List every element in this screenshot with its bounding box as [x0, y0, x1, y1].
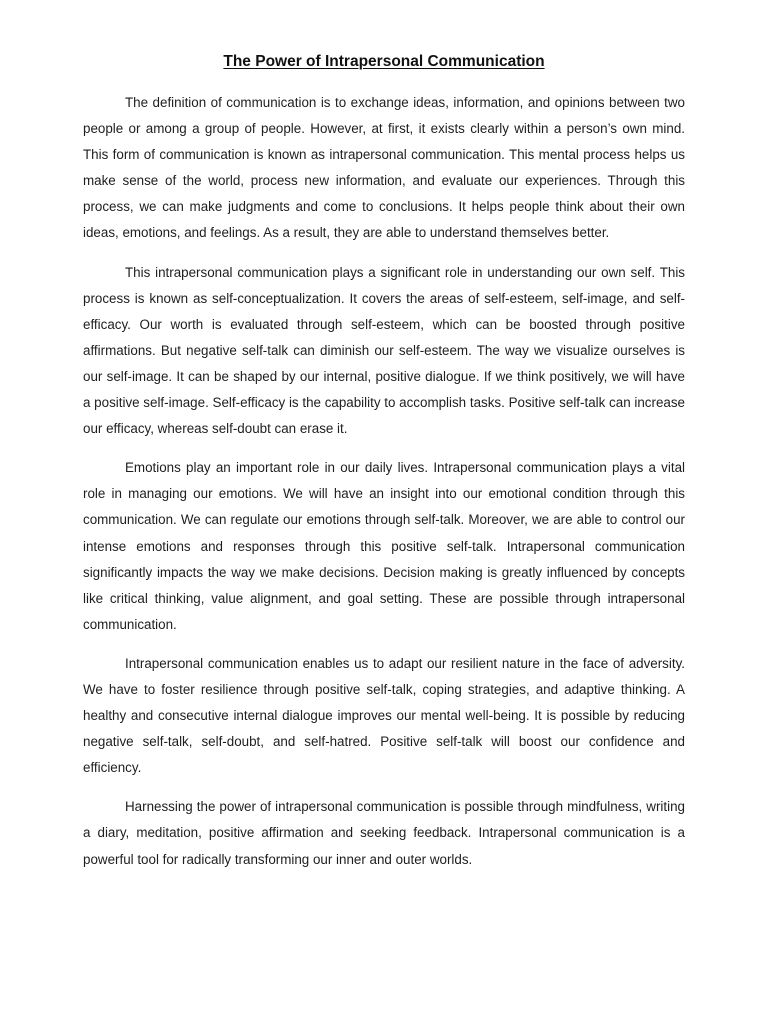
paragraph-definition: The definition of communication is to exchange ideas, information, and opinions between two people or among a group of people. However, at first, it exists clearly within a person’s own mind. This form of communication is known as intrapersonal communication. This mental process helps us make sense of the world, process new information, and evaluate our experiences. Through this process, we can make judgments and come to conclusions. It helps people think about their own ideas, emotions, and feelings. As a result, they are able to understand themselves better.	[83, 95, 685, 241]
document-title: The Power of Intrapersonal Communication	[223, 53, 545, 70]
paragraph-harnessing: Harnessing the power of intrapersonal communication is possible through mindfulness, writing a diary, meditation, positive affirmation and seeking feedback. Intrapersonal communication is a powerful tool for radically transforming our inner and outer worlds.	[83, 799, 685, 867]
paragraph-resilience: Intrapersonal communication enables us to adapt our resilient nature in the face of adversity. We have to foster resilience through positive self-talk, coping strategies, and adaptive thinking. A healthy and consecutive internal dialogue improves our mental well-being. It is possible by reducing negative self-talk, self-doubt, and self-hatred. Positive self-talk will boost our confidence and efficiency.	[83, 655, 685, 776]
paragraph-self-conceptualization: This intrapersonal communication plays a significant role in understanding our own self. This process is known as self-conceptualization. It covers the areas of self-esteem, self-image, and self-efficacy. Our worth is evaluated through self-esteem, which can be boosted through positive affirmations. But negative self-talk can diminish our self-esteem. The way we visualize ourselves is our self-image. It can be shaped by our internal, positive dialogue. If we think positively, we will have a positive self-image. Self-efficacy is the capability to accomplish tasks. Positive self-talk can increase our efficacy, whereas self-doubt can erase it.	[83, 264, 685, 437]
document-body	[83, 90, 685, 886]
paragraph-emotions: Emotions play an important role in our daily lives. Intrapersonal communication plays a vital role in managing our emotions. We will have an insight into our emotional condition through this communication. We can regulate our emotions through self-talk. Moreover, we are able to control our intense emotions and responses through this positive self-talk. Intrapersonal communication significantly impacts the way we make decisions. Decision making is greatly influenced by concepts like critical thinking, value alignment, and goal setting. These are possible through intrapersonal communication.	[83, 460, 685, 632]
